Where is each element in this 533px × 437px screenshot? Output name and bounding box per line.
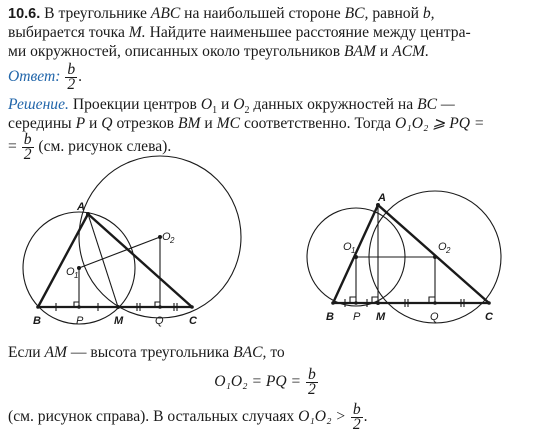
right-point-p (354, 301, 358, 305)
text: и (379, 43, 389, 60)
tail-line-3 (8, 402, 529, 432)
segment-mc: MC (216, 115, 241, 132)
var-b: b, (422, 5, 435, 22)
right-label-o1: O (343, 241, 352, 253)
text: . (363, 408, 368, 425)
solution-label: Решение. (8, 96, 69, 113)
left-point-c (190, 305, 194, 309)
text: (см. рисунок слева). (38, 138, 172, 155)
right-label-b: B (326, 311, 334, 323)
right-label-o1-sub: 1 (351, 246, 356, 255)
text: Если (8, 344, 41, 361)
right-point-q (433, 301, 437, 305)
text: . (78, 68, 83, 85)
point-p: P (75, 115, 86, 132)
side-bc: BC, (344, 5, 369, 22)
text: ми окружностей, описанных около треугольников (8, 43, 341, 60)
left-point-p (77, 305, 81, 309)
triangle-bac: BAC, (233, 344, 267, 361)
text: — высота треугольника (70, 344, 230, 361)
left-point-m (116, 305, 120, 309)
point-m: M. (128, 24, 146, 41)
right-side-ac (378, 205, 489, 303)
right-point-o2 (433, 255, 437, 259)
right-point-m (376, 301, 380, 305)
left-label-q: Q (155, 315, 164, 327)
subscript: 1 (212, 105, 218, 117)
right-label-o2-sub: 2 (446, 246, 451, 255)
triangle-abc: ABC (150, 5, 181, 22)
left-label-b: B (33, 315, 41, 327)
text: то (270, 344, 285, 361)
left-label-o1: O (66, 266, 75, 278)
side-bc: BC — (417, 96, 455, 113)
text: В треугольнике (44, 5, 147, 22)
right-point-c (487, 301, 491, 305)
text: = (8, 138, 17, 155)
fraction-denominator: 2 (67, 75, 76, 93)
fraction-numerator: b (352, 400, 361, 418)
right-label-o2: O (438, 241, 447, 253)
fraction-numerator: b (308, 365, 316, 383)
left-point-q (158, 305, 162, 309)
text: и (204, 115, 213, 132)
left-label-c: C (189, 315, 197, 327)
text: отрезков (116, 115, 175, 132)
text: равной (372, 5, 419, 22)
right-label-m: M (376, 311, 386, 323)
left-label-o2: O (162, 231, 171, 243)
left-label-p: P (76, 315, 84, 327)
tail-fraction (351, 400, 363, 433)
left-label-a: A (77, 201, 85, 213)
center-o2: O (233, 96, 245, 113)
left-points (36, 212, 194, 309)
right-label-c: C (485, 311, 493, 323)
fraction-numerator: b (67, 60, 76, 78)
right-label-p: P (353, 311, 361, 323)
text: данных окружностей на (253, 96, 414, 113)
center-o1: O (200, 96, 213, 113)
left-point-a (86, 212, 90, 216)
inequality: O₁O₂ ⩾ PQ = (395, 115, 485, 132)
left-label-o1-sub: 1 (74, 271, 79, 280)
text: середины (8, 115, 72, 132)
point-q: Q (101, 115, 113, 132)
text: выбирается точка (8, 24, 125, 41)
right-point-b (331, 301, 335, 305)
text: (см. рисунок справа). В остальных случаях (8, 408, 295, 425)
fraction-denominator: 2 (23, 145, 32, 163)
left-side-ab (38, 214, 88, 307)
segment-bm: BM (177, 115, 201, 132)
left-side-ac (88, 214, 192, 307)
right-figure (307, 191, 501, 323)
fraction-numerator: b (23, 130, 32, 148)
right-point-o1 (354, 255, 358, 259)
right-label-a: A (378, 192, 386, 204)
left-figure (23, 156, 241, 324)
left-label-o2-sub: 2 (170, 236, 175, 245)
left-point-b (36, 305, 40, 309)
text: Проекции центров (72, 96, 197, 113)
text: соответственно. Тогда (243, 115, 392, 132)
tail-line-1 (8, 343, 529, 362)
formula-equality: O₁O₂ = PQ = (214, 373, 302, 390)
right-label-q: Q (430, 311, 439, 323)
tail-formula (0, 366, 533, 398)
subscript: 2 (244, 105, 250, 117)
left-point-o1 (77, 266, 81, 270)
segment-am: AM (44, 344, 67, 361)
text: Найдите наименьшее расстояние между центра- (149, 24, 471, 41)
inequality: O₁O₂ > (298, 408, 346, 425)
triangle-acm: ACM. (392, 43, 430, 60)
left-label-m: M (114, 315, 124, 327)
answer-label: Ответ: (8, 68, 61, 85)
text: на наибольшей стороне (184, 5, 341, 22)
text: и (220, 96, 230, 113)
fraction-denominator: 2 (308, 380, 316, 398)
formula-fraction (306, 365, 318, 398)
problem-number: 10.6. (8, 6, 41, 22)
triangle-bam: BAM (343, 43, 377, 60)
text: и (89, 115, 98, 132)
fraction-denominator: 2 (352, 415, 361, 433)
